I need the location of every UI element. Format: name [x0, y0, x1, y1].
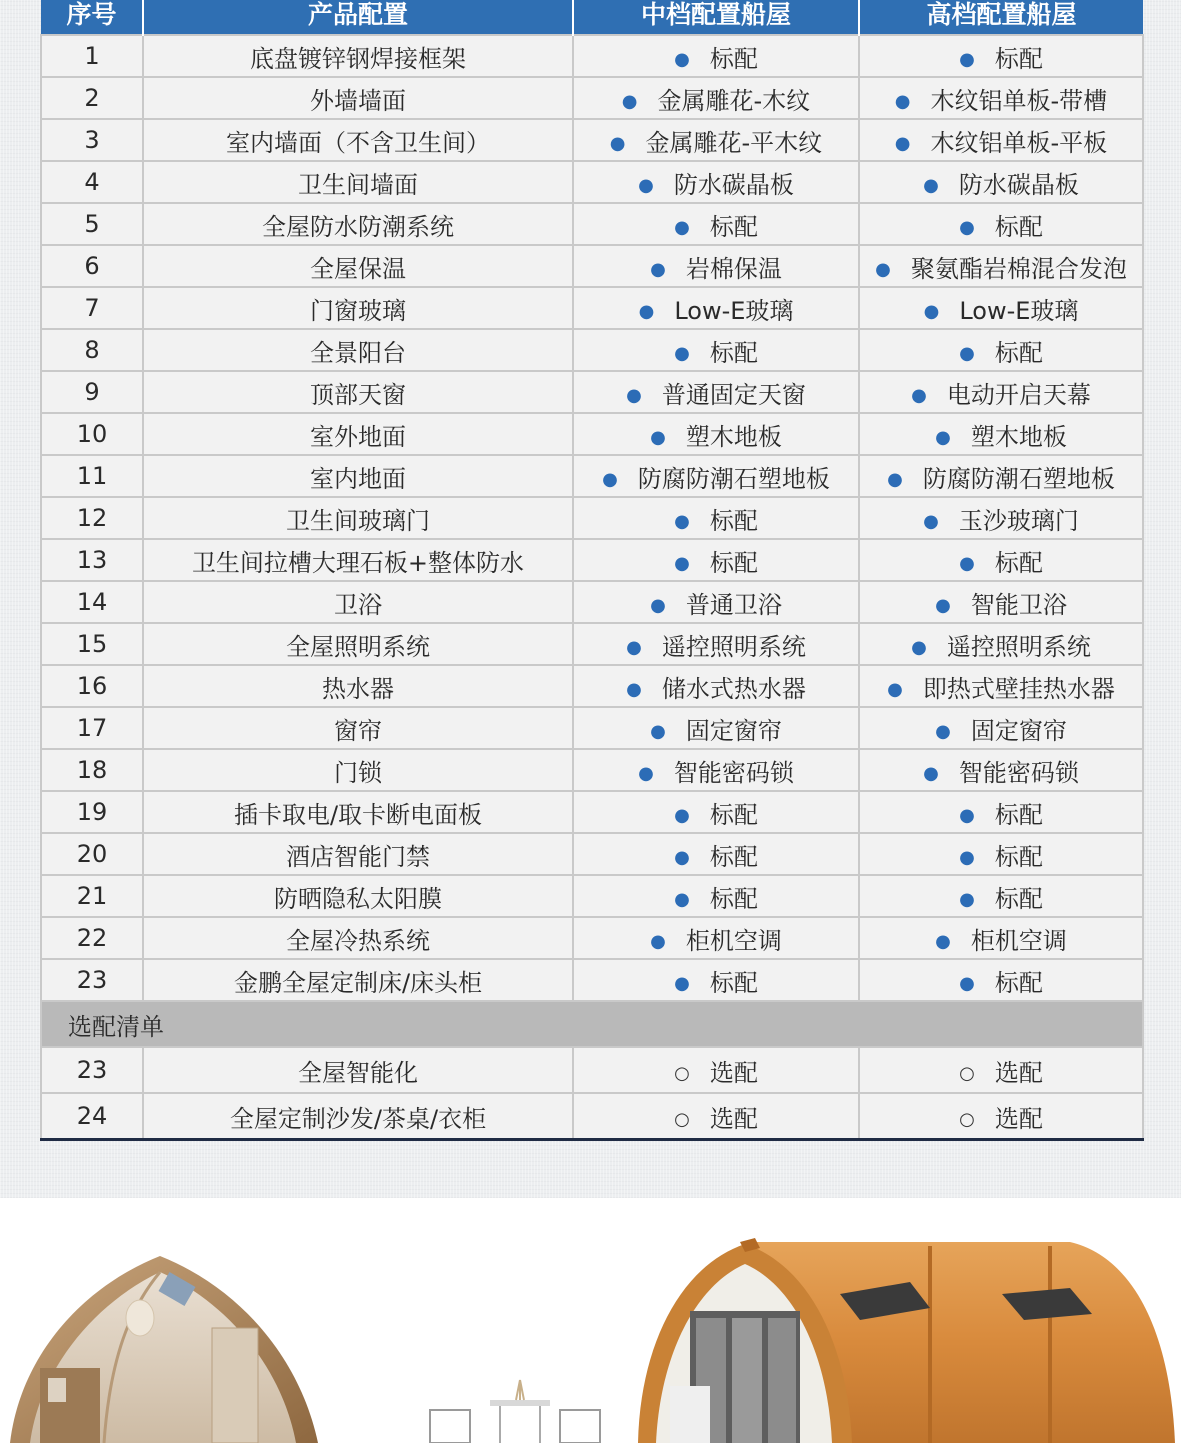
- row-mid-tier-text: 储水式热水器: [661, 674, 806, 703]
- bullet-dot-icon: ●: [638, 300, 655, 322]
- table-header-row: [41, 0, 1143, 35]
- table-row: [41, 749, 1143, 791]
- row-index: [41, 749, 143, 791]
- row-item: [143, 707, 573, 749]
- bullet-dot-icon: ●: [911, 636, 927, 658]
- bullet-dot-icon: ●: [674, 888, 690, 910]
- row-mid-tier: [573, 581, 859, 623]
- optional-row-mid-tier-text: 选配: [709, 1104, 758, 1133]
- row-mid-tier-text: 标配: [709, 212, 758, 241]
- row-mid-tier-text: 标配: [709, 44, 758, 73]
- row-index-text: 3: [84, 126, 100, 154]
- row-item: [143, 959, 573, 1001]
- row-high-tier-text: Low-E玻璃: [959, 296, 1079, 325]
- row-index: [41, 455, 143, 497]
- row-item: [143, 455, 573, 497]
- row-index: [41, 707, 143, 749]
- bullet-dot-icon: ●: [650, 720, 666, 742]
- row-high-tier-text: 防腐防潮石塑地板: [922, 464, 1115, 493]
- row-high-tier-text: 防水碳晶板: [958, 170, 1079, 199]
- row-index: [41, 35, 143, 77]
- row-high-tier-text: 即热式壁挂热水器: [922, 674, 1115, 703]
- row-item: [143, 203, 573, 245]
- row-mid-tier: [573, 77, 859, 119]
- optional-row-mid-tier-text: 选配: [709, 1058, 758, 1087]
- bullet-dot-icon: ●: [875, 258, 891, 280]
- row-mid-tier: [573, 203, 859, 245]
- row-item: [143, 833, 573, 875]
- bullet-dot-icon: ●: [626, 384, 642, 406]
- row-index: [41, 539, 143, 581]
- optional-row-high-tier: [859, 1047, 1143, 1093]
- row-item: [143, 665, 573, 707]
- row-high-tier: [859, 707, 1143, 749]
- bullet-dot-icon: ●: [650, 258, 666, 280]
- row-index-text: 14: [76, 588, 108, 616]
- table-row: [41, 35, 1143, 77]
- bullet-dot-icon: ●: [674, 342, 690, 364]
- row-mid-tier: [573, 413, 859, 455]
- row-mid-tier: [573, 749, 859, 791]
- row-index-text: 17: [76, 714, 108, 742]
- row-index: [41, 77, 143, 119]
- row-high-tier-text: 塑木地板: [970, 422, 1067, 451]
- row-mid-tier: [573, 959, 859, 1001]
- table-row: [41, 455, 1143, 497]
- row-item-text: 室外地面: [310, 422, 406, 451]
- row-mid-tier-text: 标配: [709, 506, 758, 535]
- row-mid-tier-text: 标配: [709, 548, 758, 577]
- row-mid-tier: [573, 161, 859, 203]
- hollow-circle-icon: ○: [959, 1062, 975, 1084]
- row-index-text: 15: [76, 630, 108, 658]
- row-item: [143, 119, 573, 161]
- bullet-dot-icon: ●: [626, 678, 642, 700]
- table-row: [41, 917, 1143, 959]
- row-high-tier-text: 固定窗帘: [970, 716, 1067, 745]
- row-high-tier-text: 遥控照明系统: [946, 632, 1091, 661]
- table-row: [41, 959, 1143, 1001]
- row-mid-tier-text: 防水碳晶板: [673, 170, 794, 199]
- table-row: [41, 623, 1143, 665]
- optional-row: [41, 1093, 1143, 1140]
- row-index: [41, 791, 143, 833]
- row-high-tier: [859, 77, 1143, 119]
- row-item-text: 全屋照明系统: [286, 632, 430, 661]
- bullet-dot-icon: ●: [959, 342, 975, 364]
- row-mid-tier-text: 智能密码锁: [673, 758, 794, 787]
- row-mid-tier-text: 固定窗帘: [685, 716, 782, 745]
- row-index-text: 16: [76, 672, 108, 700]
- optional-row-item-text: 全屋智能化: [298, 1058, 418, 1087]
- row-high-tier: [859, 203, 1143, 245]
- row-high-tier-text: 标配: [994, 968, 1043, 997]
- row-high-tier: [859, 497, 1143, 539]
- hollow-circle-icon: ○: [674, 1062, 690, 1084]
- row-mid-tier-text: 普通卫浴: [685, 590, 782, 619]
- row-index-text: 11: [76, 462, 108, 490]
- optional-row-high-tier-text: 选配: [994, 1104, 1043, 1133]
- row-high-tier-text: 标配: [994, 800, 1043, 829]
- row-index-text: 12: [76, 504, 108, 532]
- row-item: [143, 539, 573, 581]
- header-mid-tier: 中档配置船屋: [573, 0, 859, 35]
- bullet-dot-icon: ●: [638, 762, 654, 784]
- row-item-text: 全景阳台: [310, 338, 406, 367]
- optional-section-label: 选配清单: [41, 1001, 1143, 1047]
- bullet-dot-icon: ●: [626, 636, 642, 658]
- row-item-text: 卫生间玻璃门: [286, 506, 430, 535]
- optional-row-index: [41, 1093, 143, 1140]
- row-index-text: 13: [76, 546, 108, 574]
- bullet-dot-icon: ●: [602, 468, 618, 490]
- row-high-tier: [859, 665, 1143, 707]
- optional-section-row: [41, 1001, 1143, 1047]
- row-mid-tier-text: Low-E玻璃: [674, 296, 794, 325]
- row-item-text: 全屋防水防潮系统: [262, 212, 454, 241]
- row-high-tier: [859, 119, 1143, 161]
- optional-row-mid-tier: [573, 1047, 859, 1093]
- table-row: [41, 581, 1143, 623]
- bullet-dot-icon: ●: [674, 846, 690, 868]
- row-index-text: 4: [84, 168, 100, 196]
- row-mid-tier: [573, 287, 859, 329]
- row-high-tier: [859, 539, 1143, 581]
- row-item-text: 酒店智能门禁: [286, 842, 430, 871]
- row-mid-tier: [573, 833, 859, 875]
- bullet-dot-icon: ●: [923, 762, 939, 784]
- standard-rows: [41, 35, 1143, 1001]
- optional-rows: [41, 1001, 1143, 1140]
- table-row: [41, 161, 1143, 203]
- row-index: [41, 287, 143, 329]
- bullet-dot-icon: ●: [935, 426, 951, 448]
- row-high-tier: [859, 917, 1143, 959]
- row-item-text: 插卡取电/取卡断电面板: [233, 800, 483, 829]
- row-item: [143, 749, 573, 791]
- row-mid-tier-text: 标配: [709, 842, 758, 871]
- table-row: [41, 665, 1143, 707]
- header-index: 序号: [41, 0, 143, 35]
- bullet-dot-icon: ●: [674, 972, 690, 994]
- row-mid-tier-text: 标配: [709, 800, 758, 829]
- row-mid-tier-text: 防腐防潮石塑地板: [637, 464, 830, 493]
- row-index-text: 9: [84, 378, 100, 406]
- row-mid-tier-text: 标配: [709, 338, 758, 367]
- row-item: [143, 917, 573, 959]
- bullet-dot-icon: ●: [674, 510, 690, 532]
- optional-row-item-text: 全屋定制沙发/茶桌/衣柜: [229, 1104, 487, 1133]
- row-mid-tier-text: 普通固定天窗: [661, 380, 806, 409]
- row-index-text: 21: [76, 882, 108, 910]
- row-item: [143, 245, 573, 287]
- row-mid-tier: [573, 791, 859, 833]
- optional-row-mid-tier: [573, 1093, 859, 1140]
- row-high-tier: [859, 161, 1143, 203]
- optional-row: [41, 1047, 1143, 1093]
- row-item: [143, 413, 573, 455]
- bullet-dot-icon: ●: [911, 384, 927, 406]
- row-index: [41, 917, 143, 959]
- bullet-dot-icon: ●: [935, 930, 951, 952]
- row-item: [143, 329, 573, 371]
- row-index: [41, 581, 143, 623]
- table-row: [41, 539, 1143, 581]
- row-mid-tier-text: 标配: [709, 884, 758, 913]
- row-high-tier: [859, 371, 1143, 413]
- row-high-tier: [859, 749, 1143, 791]
- row-high-tier: [859, 623, 1143, 665]
- row-mid-tier-text: 塑木地板: [685, 422, 782, 451]
- bullet-dot-icon: ●: [887, 468, 903, 490]
- row-mid-tier: [573, 917, 859, 959]
- row-high-tier-text: 木纹铝单板-带槽: [930, 86, 1108, 115]
- row-mid-tier-text: 遥控照明系统: [661, 632, 806, 661]
- row-index-text: 20: [76, 840, 108, 868]
- table-row: [41, 497, 1143, 539]
- row-item-text: 窗帘: [334, 716, 382, 745]
- optional-row-index-text: 23: [76, 1056, 108, 1084]
- row-index-text: 19: [76, 798, 108, 826]
- optional-row-index: [41, 1047, 143, 1093]
- row-high-tier-text: 木纹铝单板-平板: [930, 128, 1108, 157]
- row-high-tier: [859, 329, 1143, 371]
- bullet-dot-icon: ●: [609, 132, 626, 154]
- row-high-tier-text: 智能密码锁: [958, 758, 1079, 787]
- table-row: [41, 371, 1143, 413]
- row-mid-tier-text: 金属雕花-平木纹: [645, 128, 823, 157]
- row-index-text: 6: [84, 252, 100, 280]
- row-mid-tier: [573, 875, 859, 917]
- row-index-text: 5: [84, 210, 100, 238]
- bullet-dot-icon: ●: [959, 846, 975, 868]
- bullet-dot-icon: ●: [650, 594, 666, 616]
- row-index: [41, 329, 143, 371]
- row-item-text: 顶部天窗: [310, 380, 406, 409]
- header-product-config: 产品配置: [143, 0, 573, 35]
- row-index: [41, 371, 143, 413]
- row-mid-tier: [573, 497, 859, 539]
- row-high-tier-text: 电动开启天幕: [946, 380, 1091, 409]
- bullet-dot-icon: ●: [674, 216, 690, 238]
- table-row: [41, 329, 1143, 371]
- row-item-text: 门锁: [334, 758, 382, 787]
- row-high-tier-text: 标配: [994, 212, 1043, 241]
- row-high-tier: [859, 875, 1143, 917]
- optional-row-item: [143, 1047, 573, 1093]
- row-item-text: 室内地面: [310, 464, 406, 493]
- bullet-dot-icon: ●: [638, 174, 654, 196]
- row-index: [41, 161, 143, 203]
- optional-row-high-tier: [859, 1093, 1143, 1140]
- row-mid-tier: [573, 623, 859, 665]
- barrel-cabin-photo: [630, 1236, 1181, 1443]
- row-high-tier: [859, 455, 1143, 497]
- row-mid-tier: [573, 329, 859, 371]
- row-index: [41, 245, 143, 287]
- bullet-dot-icon: ●: [887, 678, 903, 700]
- bullet-dot-icon: ●: [674, 48, 690, 70]
- row-item-text: 全屋保温: [310, 254, 406, 283]
- row-item: [143, 791, 573, 833]
- bullet-dot-icon: ●: [894, 90, 911, 112]
- row-item-text: 卫浴: [334, 590, 382, 619]
- row-item-text: 金鹏全屋定制床/床头柜: [233, 968, 483, 997]
- row-mid-tier: [573, 707, 859, 749]
- row-item: [143, 581, 573, 623]
- table-row: [41, 245, 1143, 287]
- row-high-tier-text: 玉沙玻璃门: [958, 506, 1079, 535]
- hollow-circle-icon: ○: [674, 1108, 690, 1130]
- table-row: [41, 287, 1143, 329]
- configuration-table: [40, 0, 1144, 1141]
- bullet-dot-icon: ●: [923, 510, 939, 532]
- row-item-text: 防晒隐私太阳膜: [274, 884, 442, 913]
- bullet-dot-icon: ●: [959, 216, 975, 238]
- row-index-text: 7: [84, 294, 100, 322]
- row-high-tier: [859, 245, 1143, 287]
- row-item-text: 热水器: [322, 674, 394, 703]
- row-index: [41, 833, 143, 875]
- row-high-tier: [859, 791, 1143, 833]
- bullet-dot-icon: ●: [674, 804, 690, 826]
- row-index: [41, 497, 143, 539]
- row-index-text: 22: [76, 924, 108, 952]
- row-item-text: 全屋冷热系统: [286, 926, 430, 955]
- row-item: [143, 875, 573, 917]
- bullet-dot-icon: ●: [621, 90, 638, 112]
- row-index: [41, 623, 143, 665]
- hollow-circle-icon: ○: [959, 1108, 975, 1130]
- row-item: [143, 371, 573, 413]
- row-mid-tier: [573, 245, 859, 287]
- row-index-text: 18: [76, 756, 108, 784]
- bullet-dot-icon: ●: [959, 552, 975, 574]
- table-row: [41, 875, 1143, 917]
- row-mid-tier: [573, 539, 859, 581]
- row-item: [143, 497, 573, 539]
- bullet-dot-icon: ●: [935, 594, 951, 616]
- optional-row-high-tier-text: 选配: [994, 1058, 1043, 1087]
- bullet-dot-icon: ●: [935, 720, 951, 742]
- row-mid-tier: [573, 371, 859, 413]
- row-mid-tier: [573, 455, 859, 497]
- row-index-text: 1: [84, 42, 100, 70]
- row-index: [41, 119, 143, 161]
- row-high-tier: [859, 959, 1143, 1001]
- row-item: [143, 35, 573, 77]
- row-index: [41, 959, 143, 1001]
- bullet-dot-icon: ●: [894, 132, 911, 154]
- row-item-text: 卫生间拉槽大理石板+整体防水: [191, 548, 525, 577]
- row-index: [41, 875, 143, 917]
- bullet-dot-icon: ●: [959, 972, 975, 994]
- table-row: [41, 119, 1143, 161]
- row-item: [143, 623, 573, 665]
- row-high-tier-text: 标配: [994, 338, 1043, 367]
- optional-row-index-text: 24: [76, 1102, 108, 1130]
- bullet-dot-icon: ●: [674, 552, 690, 574]
- row-high-tier: [859, 581, 1143, 623]
- row-index-text: 23: [76, 966, 108, 994]
- row-mid-tier: [573, 35, 859, 77]
- row-item-text: 门窗玻璃: [310, 296, 406, 325]
- row-index: [41, 203, 143, 245]
- table-row: [41, 707, 1143, 749]
- row-high-tier-text: 智能卫浴: [970, 590, 1067, 619]
- row-index-text: 2: [84, 84, 100, 112]
- bullet-dot-icon: ●: [923, 174, 939, 196]
- row-mid-tier-text: 岩棉保温: [685, 254, 782, 283]
- bullet-dot-icon: ●: [959, 888, 975, 910]
- row-mid-tier-text: 金属雕花-木纹: [657, 86, 811, 115]
- row-mid-tier-text: 柜机空调: [685, 926, 782, 955]
- bullet-dot-icon: ●: [959, 48, 975, 70]
- row-high-tier-text: 标配: [994, 884, 1043, 913]
- bullet-dot-icon: ●: [650, 426, 666, 448]
- table-row: [41, 77, 1143, 119]
- table-row: [41, 203, 1143, 245]
- bullet-dot-icon: ●: [959, 804, 975, 826]
- row-high-tier-text: 标配: [994, 548, 1043, 577]
- row-high-tier: [859, 35, 1143, 77]
- table-row: [41, 791, 1143, 833]
- row-high-tier-text: 标配: [994, 842, 1043, 871]
- row-index: [41, 665, 143, 707]
- row-mid-tier: [573, 119, 859, 161]
- row-item: [143, 77, 573, 119]
- row-item-text: 外墙墙面: [310, 86, 406, 115]
- row-item-text: 室内墙面（不含卫生间）: [226, 128, 490, 157]
- row-item-text: 卫生间墙面: [298, 170, 418, 199]
- row-high-tier-text: 聚氨酯岩棉混合发泡: [910, 254, 1127, 283]
- furniture-photo: [420, 1370, 620, 1443]
- bullet-dot-icon: ●: [650, 930, 666, 952]
- row-index-text: 10: [76, 420, 108, 448]
- table-row: [41, 413, 1143, 455]
- bullet-dot-icon: ●: [923, 300, 940, 322]
- row-mid-tier-text: 标配: [709, 968, 758, 997]
- row-high-tier: [859, 287, 1143, 329]
- table-row: [41, 833, 1143, 875]
- row-item: [143, 161, 573, 203]
- row-index-text: 8: [84, 336, 100, 364]
- header-high-tier: 高档配置船屋: [859, 0, 1143, 35]
- optional-row-item: [143, 1093, 573, 1140]
- row-high-tier-text: 柜机空调: [970, 926, 1067, 955]
- row-high-tier: [859, 833, 1143, 875]
- row-mid-tier: [573, 665, 859, 707]
- row-item: [143, 287, 573, 329]
- row-item-text: 底盘镀锌钢焊接框架: [250, 44, 466, 73]
- row-high-tier-text: 标配: [994, 44, 1043, 73]
- row-index: [41, 413, 143, 455]
- row-high-tier: [859, 413, 1143, 455]
- cabin-interior-photo: [0, 1248, 330, 1443]
